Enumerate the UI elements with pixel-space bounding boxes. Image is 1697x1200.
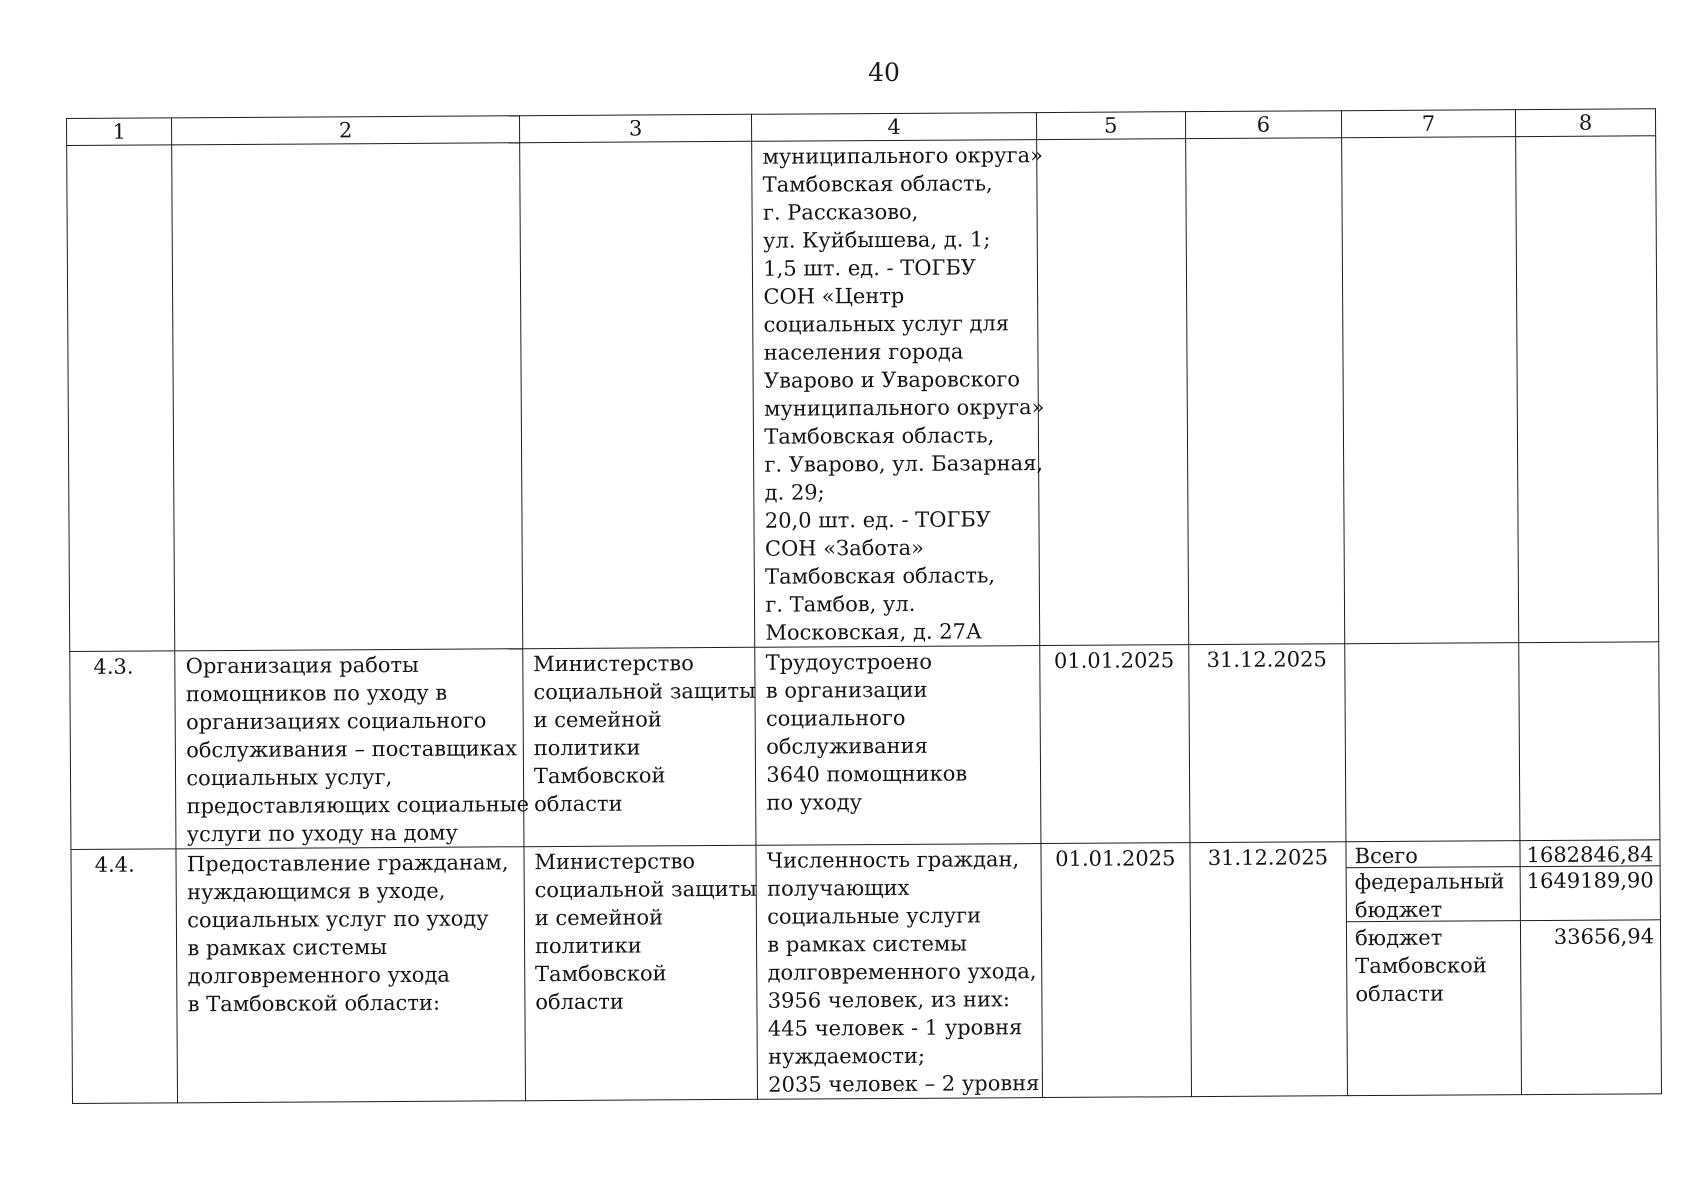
result-line: Уварово и Уваровского [763, 367, 1021, 393]
funding-source-federal [1347, 867, 1520, 922]
measure-title-cell [175, 649, 530, 849]
funding-amount-cell [1520, 840, 1662, 1095]
measure-title-cell [172, 143, 523, 651]
result-line: Трудоустроено [765, 649, 933, 675]
title-line: предоставляющих социальные [186, 792, 530, 819]
result-line: социальных услуг для [763, 311, 1010, 337]
end-date-cell: 31.12.2025 [1188, 644, 1346, 843]
result-line: социальные услуги [767, 903, 982, 929]
header-cell: 7 [1342, 110, 1516, 138]
executor-cell [523, 647, 757, 846]
result-line: населения города [763, 339, 964, 365]
header-cell: 8 [1515, 109, 1655, 137]
result-cell [752, 140, 1045, 648]
executor-line: области [535, 989, 624, 1015]
row-number-cell: 4.3. [70, 651, 177, 850]
row-number-cell [67, 145, 175, 652]
page-number: 40 [868, 58, 900, 87]
result-line: 3640 помощников [766, 761, 968, 787]
title-line: социальных услуг, [186, 765, 393, 791]
table-row [70, 642, 1660, 850]
funding-source-line: бюджет [1354, 897, 1443, 923]
result-line: 445 человек - 1 уровня [767, 1015, 1023, 1041]
executor-line: социальной защиты [533, 678, 756, 705]
result-line: 1,5 шт. ед. - ТОГБУ [763, 255, 977, 281]
executor-line: Тамбовской [535, 961, 667, 987]
plan-table [66, 108, 1662, 1104]
result-line: г. Рассказово, [762, 199, 919, 225]
header-cell: 1 [67, 118, 173, 146]
result-line: в рамках системы [767, 931, 968, 957]
executor-line: Министерство [533, 651, 694, 677]
result-line: Тамбовская область, [764, 423, 995, 449]
funding-source-total [1347, 841, 1520, 868]
funding-amount-cell [1515, 136, 1658, 643]
header-cell: 4 [752, 113, 1037, 142]
funding-source-cell [1346, 841, 1521, 1096]
funding-amount-federal: 1649189,90 [1520, 866, 1659, 921]
table-row [71, 840, 1662, 1104]
result-line: нуждаемости; [767, 1043, 926, 1069]
start-date-cell [1037, 139, 1189, 646]
executor-line: политики [534, 933, 642, 959]
title-line: Предоставление гражданам, [186, 850, 509, 877]
result-line: 2035 человек – 2 уровня [768, 1071, 1040, 1097]
result-line: Тамбовская область, [762, 171, 993, 197]
result-line: 3956 человек, из них: [767, 987, 1010, 1013]
result-line: д. 29; [764, 480, 825, 505]
header-cell: 5 [1036, 112, 1185, 140]
result-line: по уходу [766, 790, 863, 815]
result-line: муниципального округа» [764, 395, 1045, 421]
start-date-cell: 01.01.2025 [1041, 843, 1191, 1098]
end-date-cell [1185, 138, 1344, 645]
result-line: муниципального округа» [762, 143, 1044, 169]
title-line: организациях социального [185, 708, 487, 735]
funding-source-line: федеральный [1354, 869, 1505, 895]
result-line: г. Уварово, ул. Базарная, [764, 451, 1044, 477]
funding-source-line: Тамбовской [1355, 953, 1487, 979]
funding-amount-regional: 33656,94 [1553, 924, 1655, 949]
result-line: 20,0 шт. ед. - ТОГБУ [764, 507, 991, 533]
result-line: СОН «Центр [763, 283, 905, 309]
result-line: г. Тамбов, ул. [765, 591, 916, 617]
title-line: в Тамбовской области: [187, 990, 441, 1017]
header-cell: 6 [1185, 111, 1342, 139]
title-line: в рамках системы [187, 935, 388, 961]
result-line: СОН «Забота» [764, 535, 925, 561]
funding-source-line: бюджет [1355, 925, 1443, 951]
measure-title-cell [176, 847, 525, 1103]
title-line: социальных услуг по уходу [187, 906, 489, 933]
result-cell [756, 844, 1042, 1100]
result-line: Тамбовская область, [765, 563, 996, 589]
funding-source-regional [1347, 921, 1521, 1074]
executor-line: и семейной [534, 905, 664, 931]
funding-amount-cell [1519, 642, 1660, 841]
title-line: помощников по уходу в [185, 680, 448, 707]
funding-source-line: области [1355, 981, 1445, 1007]
executor-line: и семейной [533, 707, 662, 733]
title-line: услуги по уходу на дому [186, 820, 458, 847]
result-line: получающих [766, 875, 910, 901]
start-date-cell: 01.01.2025 [1040, 645, 1190, 844]
result-line: ул. Куйбышева, д. 1; [763, 227, 991, 253]
executor-line: Тамбовской [533, 763, 666, 789]
funding-amount-total: 1682846,84 [1520, 840, 1659, 867]
header-cell: 2 [172, 116, 520, 145]
funding-source-cell [1342, 137, 1519, 644]
executor-line: Министерство [534, 849, 696, 875]
header-cell: 3 [519, 114, 752, 142]
row-number-cell: 4.4. [71, 849, 178, 1104]
end-date-cell: 31.12.2025 [1190, 842, 1348, 1097]
executor-cell [520, 141, 756, 648]
executor-cell [524, 845, 758, 1100]
title-line: обслуживания – поставщиках [186, 736, 518, 763]
table-row [67, 136, 1659, 652]
result-line: социального [765, 705, 906, 731]
executor-line: социальной защиты [534, 876, 758, 903]
title-line: Организация работы [185, 652, 419, 679]
title-line: долговременного ухода [187, 962, 450, 989]
result-line: обслуживания [766, 733, 928, 759]
result-cell [755, 646, 1041, 846]
funding-source-cell [1345, 643, 1520, 842]
result-line: Московская, д. 27А [765, 619, 982, 645]
executor-line: области [534, 791, 623, 817]
result-line: долговременного ухода, [767, 959, 1037, 985]
result-line: в организации [765, 677, 928, 703]
funding-source-line: Всего [1354, 843, 1418, 869]
title-line: нуждающимся в уходе, [187, 878, 446, 905]
result-line: Численность граждан, [766, 847, 1020, 873]
executor-line: политики [533, 735, 641, 761]
